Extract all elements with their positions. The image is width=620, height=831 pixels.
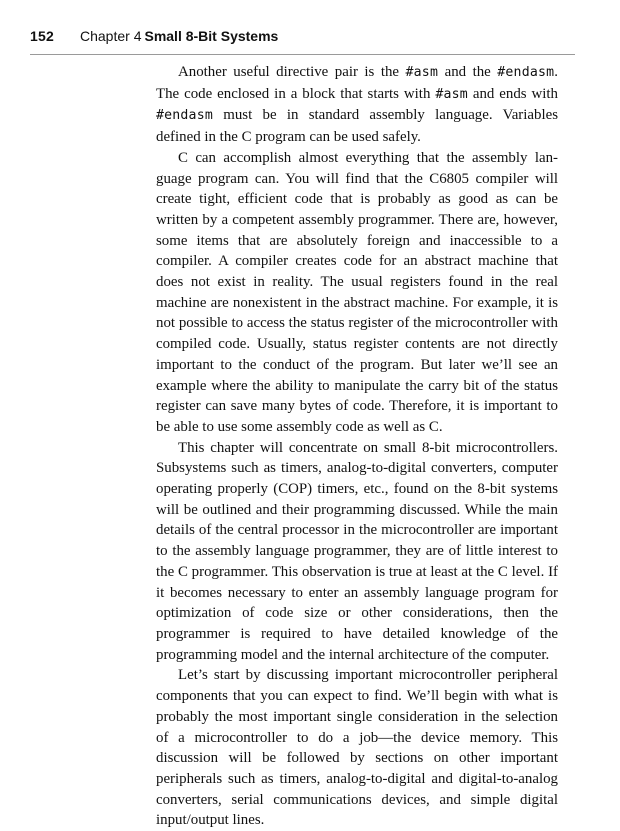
paragraph-1 <box>156 62 558 148</box>
chapter-title: Small 8-Bit Systems <box>144 28 279 44</box>
chapter-label: Chapter 4 <box>80 28 142 44</box>
paragraph-4: Let’s start by discussing important microcontroller peripheral components that you can expect to find. We’ll begin with what is probably the most important single consideration in the selection of a microcontroller to do a job—the device memory. This discussion will be followed by sections on other important peripherals such as timers, analog-to-digital and digital-to-analog converters, serial communications devices, and simple digital input/output lines. <box>156 667 558 829</box>
running-header <box>30 28 575 55</box>
body-text <box>156 62 558 831</box>
paragraph-1-text-1: Another useful directive pair is the <box>178 64 406 80</box>
paragraph-1-text-4: and ends with <box>467 85 558 102</box>
paragraph-1-text-5: must be in standard assembly language. Variables defined in the C program can be used safely. <box>156 107 558 146</box>
code-asm: #asm <box>405 65 439 80</box>
code-endasm: #endasm <box>156 108 213 124</box>
paragraph-1-text-3: . The code enclosed in a block that starts with <box>156 64 558 102</box>
paragraph-1-text-2: and the <box>438 64 498 80</box>
code-asm: #asm <box>435 86 468 102</box>
paragraph-2: C can accomplish almost everything that the assembly language program can. You will find that the C6805 compiler will create tight, efficient code that is probably as good as can be written by a competent assembly programmer. There are, however, some items that are absolutely foreign and inaccessible to a compiler. A compiler creates code for an abstract machine that does not exist in reality. The usual registers found in the real machine are nonexistent in the abstract machine. For example, it is not possible to access the status register of the microcontroller with compiled code. Usually, status register contents are not directly important to the conduct of the program. But later we’ll see an example where the ability to manipulate the carry bit of the status register can save many bytes of code. Therefore, it is important to be able to use some assembly code as well as C. <box>156 149 558 435</box>
page-number: 152 <box>30 28 54 44</box>
paragraph-3: This chapter will concentrate on small 8-bit microcontrollers. Subsystems such as timers, analog-to-digital converters, computer operating properly (COP) timers, etc., found on the 8-bit systems will be outlined and their programming discussed. While the main details of the central processor in the microcontroller are important to the assembly language programmer, they are of little interest to the C programmer. This observation is true at least at the C level. If it becomes necessary to enter an assembly language program for optimization of code size or other considerations, then the programmer is required to have detailed knowledge of the programming model and the internal architecture of the computer. <box>156 439 558 663</box>
code-endasm: #endasm <box>497 65 555 80</box>
